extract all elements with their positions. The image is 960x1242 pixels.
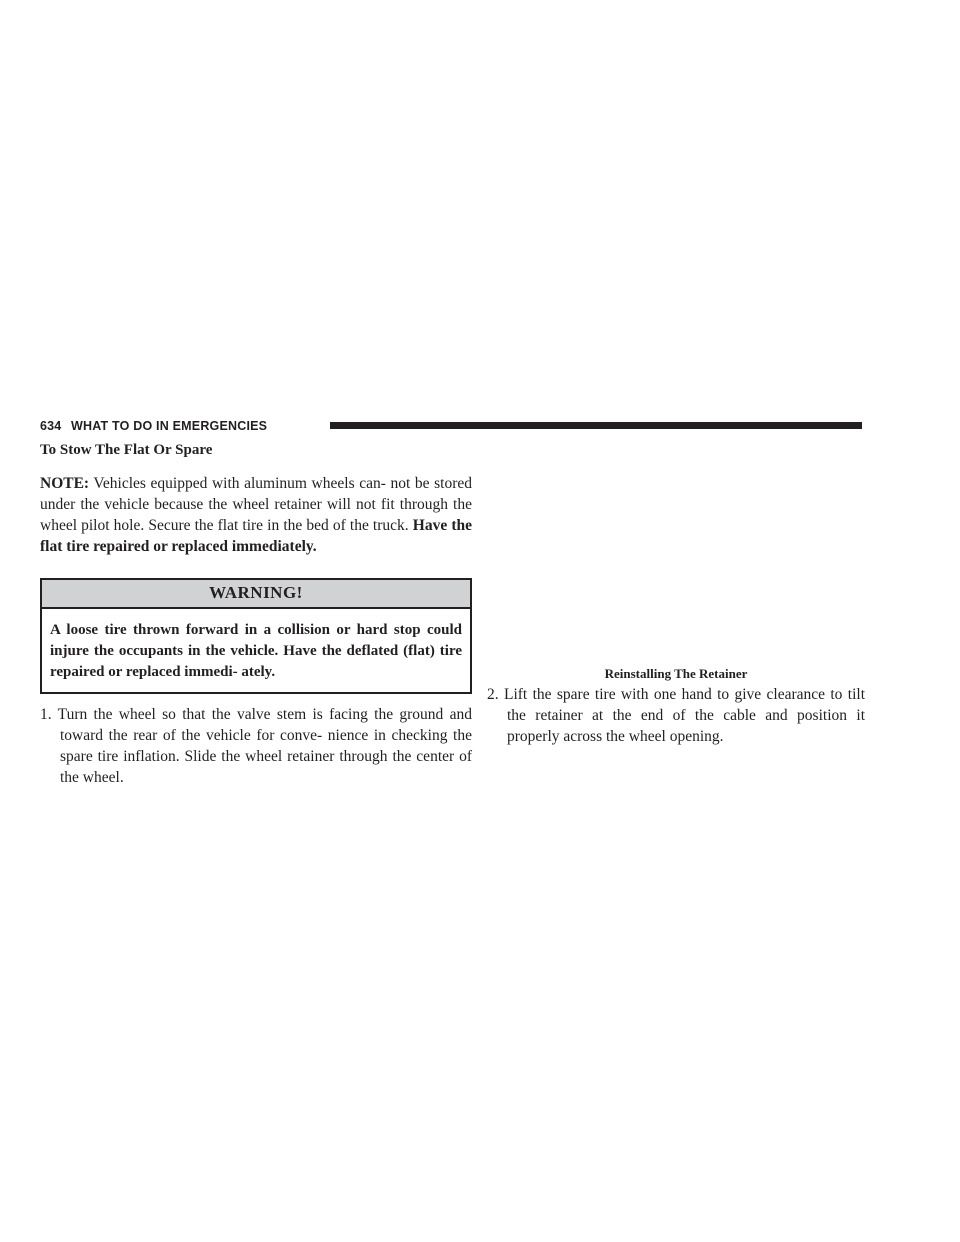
section-heading: To Stow The Flat Or Spare [40, 442, 213, 458]
step-item [487, 684, 865, 747]
step-item [40, 704, 472, 788]
step-text: Turn the wheel so that the valve stem is facing the ground and toward the rear of the vehicle for conve- nience in checking the spare tire inflation. Slide the wheel retainer through the center of the wheel. [57, 706, 472, 786]
warning-body: A loose tire thrown forward in a collision or hard stop could injure the occupants in the vehicle. Have the deflated (flat) tire repaired or replaced immedi- ately. [50, 622, 462, 680]
warning-box [40, 578, 472, 694]
warning-title: WARNING! [42, 580, 470, 609]
note-emphasis: Have the flat tire repaired or replaced immediately. [40, 517, 472, 555]
note-text: Vehicles equipped with aluminum wheels can- not be stored under the vehicle because the wheel retainer will not fit through the wheel pilot hole. Secure the flat tire in the bed of the truck. [40, 475, 472, 534]
steps-list [40, 704, 472, 788]
page-header [40, 418, 862, 438]
step-number: 2. [487, 686, 499, 703]
note-label: NOTE: [40, 475, 90, 492]
note-paragraph [40, 473, 472, 557]
right-column [487, 666, 865, 747]
left-column [40, 442, 472, 788]
step-number: 1. [40, 706, 52, 723]
figure-caption: Reinstalling The Retainer [604, 666, 748, 681]
step-text: Lift the spare tire with one hand to give clearance to tilt the retainer at the end of the cable and position it properly across the wheel opening. [503, 686, 866, 745]
section-title: WHAT TO DO IN EMERGENCIES [71, 419, 268, 433]
header-rule [330, 422, 862, 429]
page-number: 634 [40, 419, 62, 433]
figure-image-area [487, 442, 865, 657]
